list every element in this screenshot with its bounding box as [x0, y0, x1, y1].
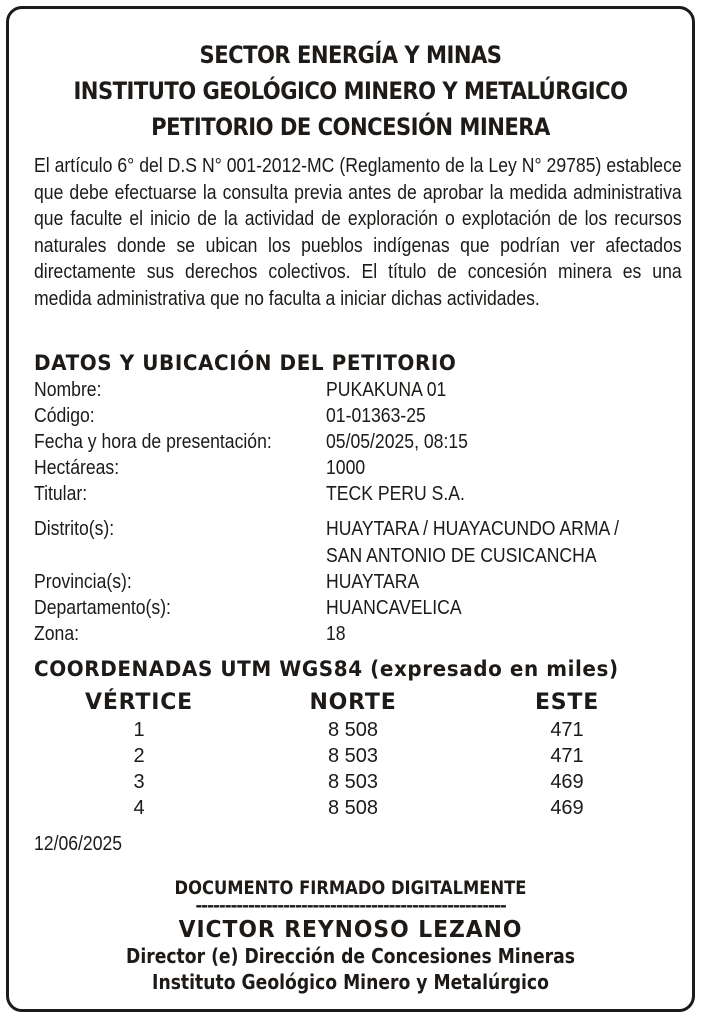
section-title-datos: DATOS Y UBICACIÓN DEL PETITORIO	[34, 351, 457, 375]
field-label: Provincia(s):	[34, 571, 132, 593]
signed-digitally-label: DOCUMENTO FIRMADO DIGITALMENTE	[174, 877, 527, 899]
column-header-este: ESTE	[534, 690, 600, 715]
header-petitorio: PETITORIO DE CONCESIÓN MINERA	[151, 113, 550, 141]
section-title-coordenadas: COORDENADAS UTM WGS84 (expresado en miles)	[34, 657, 619, 681]
field-value: HUAYTARA	[326, 571, 420, 593]
field-label: Fecha y hora de presentación:	[34, 431, 272, 453]
cell-este: 471	[550, 719, 584, 741]
field-value: HUANCAVELICA	[326, 597, 462, 619]
cell-este: 469	[550, 771, 584, 793]
header-sector: SECTOR ENERGÍA Y MINAS	[199, 41, 502, 69]
cell-este: 471	[550, 745, 584, 767]
field-label: Titular:	[34, 483, 88, 505]
cell-norte: 8 503	[327, 771, 379, 793]
intro-text: El artículo 6° del D.S N° 001-2012-MC (Reglamento de la Ley N° 29785) establece que debe efectuarse la consulta previa antes de aprobar la medida administrativa que faculte el inicio de la actividad de exploración o explotación de los recursos naturales donde se ubican los pueblos indígenas que podrían ver afectados directamente sus derechos colectivos. El título de concesión minera es una medida administrativa que no faculta a iniciar dichas actividades.	[34, 155, 682, 310]
column-header-norte: NORTE	[309, 690, 397, 715]
column-header-vertice: VÉRTICE	[85, 690, 193, 715]
cell-norte: 8 503	[327, 745, 379, 767]
cell-vertice: 3	[133, 771, 145, 793]
cell-vertice: 2	[133, 745, 145, 767]
field-label: Zona:	[34, 623, 80, 645]
field-label: Departamento(s):	[34, 597, 171, 619]
publication-date: 12/06/2025	[34, 833, 123, 855]
field-value-line: HUAYTARA / HUAYACUNDO ARMA /	[326, 518, 620, 540]
field-value	[326, 516, 619, 569]
field-label: Nombre:	[34, 379, 102, 401]
signer-name: VICTOR REYNOSO LEZANO	[178, 917, 523, 943]
intro-paragraph	[34, 153, 682, 313]
field-value: 05/05/2025, 08:15	[326, 431, 468, 453]
signer-role: Director (e) Dirección de Concesiones Mineras	[126, 944, 575, 968]
header-institute: INSTITUTO GEOLÓGICO MINERO Y METALÚRGICO	[73, 77, 628, 105]
field-label: Distrito(s):	[34, 518, 115, 540]
field-value: 1000	[326, 457, 366, 479]
field-label: Hectáreas:	[34, 457, 120, 479]
field-label: Código:	[34, 405, 95, 427]
signature-line: -----------------------------------------------------	[195, 896, 506, 916]
field-value: 18	[326, 623, 346, 645]
field-value: PUKAKUNA 01	[326, 379, 447, 401]
field-value: 01-01363-25	[326, 405, 426, 427]
notice-frame	[6, 6, 695, 1012]
field-value: TECK PERU S.A.	[326, 483, 465, 505]
cell-norte: 8 508	[327, 719, 379, 741]
cell-norte: 8 508	[327, 797, 379, 819]
cell-vertice: 4	[133, 797, 145, 819]
cell-vertice: 1	[133, 719, 145, 741]
cell-este: 469	[550, 797, 584, 819]
signer-organization: Instituto Geológico Minero y Metalúrgico	[152, 970, 549, 994]
field-value-line: SAN ANTONIO DE CUSICANCHA	[326, 544, 597, 567]
